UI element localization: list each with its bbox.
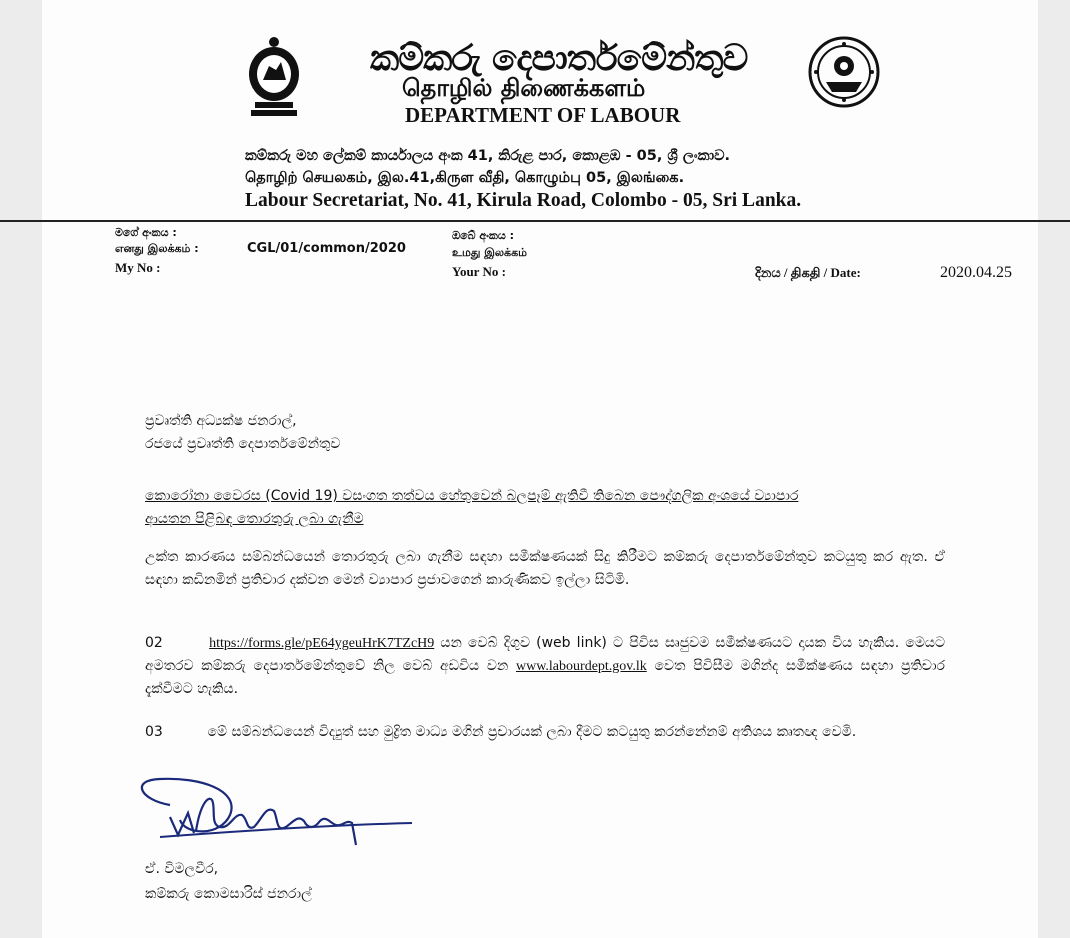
paragraph-2-text1: යන වෙබ් දිගුව (web link) ට පිවිස සෘජුවම සමීක්ෂණයට දායක විය හැකිය. මෙයට අමතරව කම්කරු දෙපාර්තමේන්තුවේ නිල වෙබ් අඩවිය වන [145, 635, 946, 674]
your-no-english: Your No : [452, 264, 506, 279]
date-label: දිනය / திகதி / Date: [755, 265, 861, 280]
address-english: Labour Secretariat, No. 41, Kirula Road, Colombo - 05, Sri Lanka. [245, 190, 802, 211]
your-no-tamil: உமது இலக்கம் [452, 246, 527, 259]
subject [145, 485, 945, 531]
paragraph-2-number: 02 [145, 635, 163, 651]
handwritten-signature [130, 775, 420, 855]
department-logo-icon [808, 36, 880, 108]
subject-line2: ආයතන පිළිබඳ තොරතුරු ලබා ගැනීම [145, 511, 364, 527]
header-sinhala: කම්කරු දෙපාර්තමේන්තුව [370, 38, 748, 79]
paragraph-3-text: මේ සම්බන්ධයෙන් විද්‍යුත් සහ මුද්‍රිත මාධ්‍ය මගින් ප්‍රචාරයක් ලබා දීමට කටයුතු කරන්නේනම් අතිශය කෘතඥ වෙමි. [207, 724, 857, 740]
my-no-value: CGL/01/common/2020 [247, 241, 406, 256]
paragraph-3 [145, 721, 945, 744]
my-no-english: My No : [115, 260, 161, 275]
website-link[interactable]: www.labourdept.gov.lk [516, 659, 647, 674]
my-no-tamil: எனது இலக்கம் : [115, 242, 199, 255]
header-english: DEPARTMENT OF LABOUR [405, 103, 681, 127]
survey-link[interactable]: https://forms.gle/pE64ygeuHrK7TZcH9 [209, 636, 435, 651]
paragraph-1: උක්ත කාරණය සම්බන්ධයෙන් තොරතුරු ලබා ගැනීම සඳහා සමීක්ෂණයක් සිදු කිරීමට කම්කරු දෙපාර්තමේන්තුව කටයුතු කර ඇත. ඒ සඳහා කඩිනමින් ප්‍රතිචාර දක්වන මෙන් ව්‍යාපාර ප්‍රජාවගෙන් කාරුණිකව ඉල්ලා සිටිමි. [145, 549, 945, 588]
paragraph-2 [145, 632, 945, 701]
signatory-title: කම්කරු කොමසාරිස් ජනරාල් [145, 886, 312, 902]
addressee-line1: ප්‍රවෘත්ති අධ්‍යක්ෂ ජනරාල්, [145, 413, 297, 429]
national-emblem-icon [243, 32, 305, 118]
my-no-sinhala: මගේ අංකය : [115, 226, 177, 239]
subject-line1: කොරෝනා වෛරස (Covid 19) වසංගත තත්වය හේතුවෙන් බලපෑම් ඇතිවී තිබෙන පෞද්ගලික අංශයේ ව්‍යාපාර [145, 488, 799, 504]
address-tamil: தொழிற் செயலகம், இல.41,கிருள வீதி, கொழும்பு 05, இலங்கை. [245, 170, 685, 186]
signatory-name: ඒ. විමලවීර, [145, 861, 219, 877]
addressee-line2: රජයේ ප්‍රවෘත්ති දෙපාර්තමේන්තුව [145, 436, 341, 452]
paragraph-2-text2: වෙත පිවිසීම මගින්ද සමීක්ෂණය සඳහා ප්‍රතිචාර දැක්වීමට හැකිය. [145, 658, 946, 697]
your-no-sinhala: ඔබේ අංකය : [452, 229, 514, 242]
date-value: 2020.04.25 [940, 264, 1012, 281]
header-tamil: தொழில் திணைக்களம் [402, 74, 646, 102]
paragraph-3-number: 03 [145, 724, 163, 740]
header-divider [0, 220, 1070, 222]
address-sinhala: කම්කරු මහ ලේකම් කාර්යාලය අංක 41, කිරුළ පාර, කොළඹ - 05, ශ්‍රී ලංකාව. [245, 148, 731, 164]
